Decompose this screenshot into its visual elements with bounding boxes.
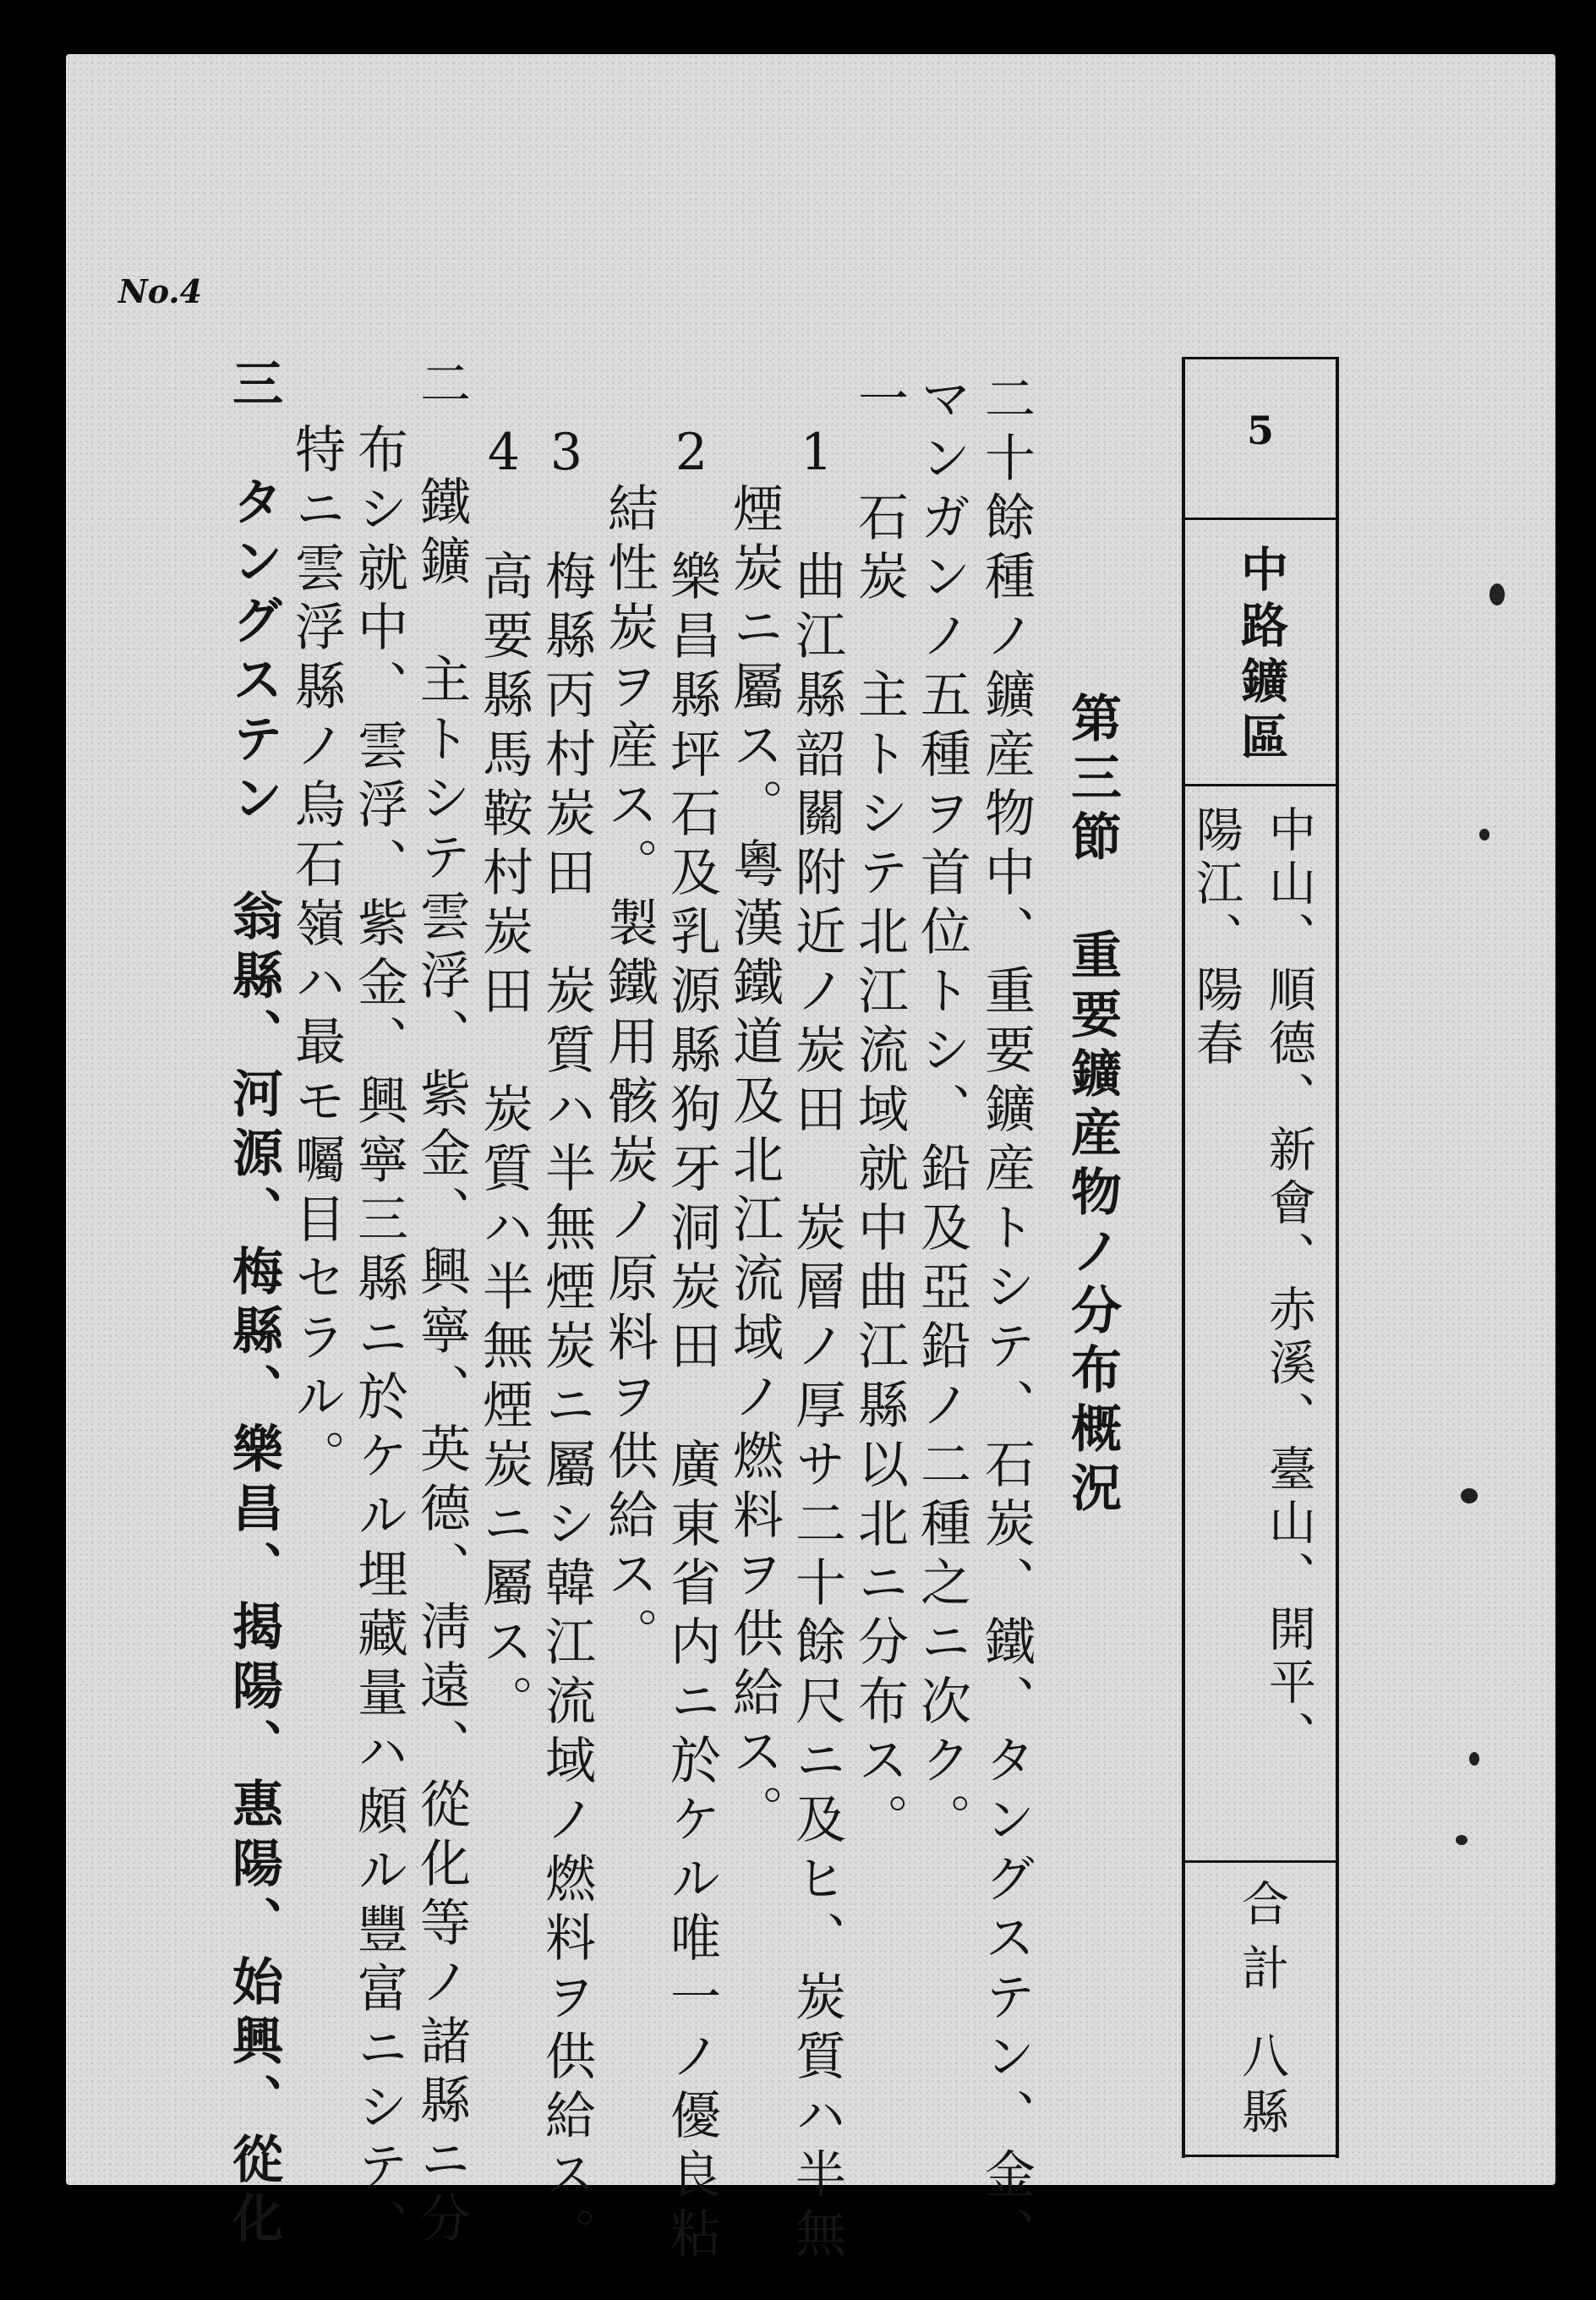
text-column-1: 二十餘種ノ鑛産物中、重要鑛産トシテ、石炭、鐵、タングステン、金、	[976, 372, 1036, 2266]
text-column-8: 3 梅縣丙村炭田 炭質ハ半無煙炭ニ屬シ韓江流域ノ燃料ヲ供給ス。	[537, 423, 596, 2266]
text-column-11: 布シ就中、雲浮、紫金、興寧三縣ニ於ケル埋藏量ハ頗ル豐富ニシテ、	[349, 423, 408, 2258]
text-column-13: 三 タングステン 翁縣、河源、梅縣、樂昌、揭陽、惠陽、始興、從化	[224, 357, 283, 2251]
region-name: 中路鑛區	[1233, 545, 1289, 768]
text-column-7: 結性炭ヲ産ス。製鐵用骸炭ノ原料ヲ供給ス。	[599, 482, 659, 1666]
text-column-6: 2 樂昌縣坪石及乳源縣狗牙洞炭田 廣東省内ニ於ケル唯一ノ優良粘	[662, 423, 721, 2266]
text-column-5: 煙炭ニ屬ス。粵漢鐵道及北江流域ノ燃料ヲ供給ス。	[724, 482, 784, 1843]
box-number: 5	[1246, 408, 1274, 453]
region-box	[1182, 357, 1339, 2158]
scan-speck	[1479, 829, 1489, 841]
total-value: 八縣	[1234, 2031, 1289, 2143]
text-column-9: 4 高要縣馬鞍村炭田 炭質ハ半無煙炭ニ屬ス。	[474, 423, 533, 1733]
text-column-4: 1 曲江縣韶關附近ノ炭田 炭層ノ厚サ二十餘尺ニ及ヒ、炭質ハ半無	[787, 423, 846, 2266]
page-label: No.4	[118, 272, 203, 310]
text-column-3: 一 石炭 主トシテ北江流域就中曲江縣以北ニ分布ス。	[850, 372, 909, 1852]
text-column-2: マンガンノ五種ヲ首位トシ、鉛及亞鉛ノ二種之ニ次ク。	[912, 372, 971, 1852]
text-column-10: 二 鐵鑛 主トシテ雲浮、紫金、興寧、英德、淸遠、從化等ノ諸縣ニ分	[412, 357, 471, 2251]
scan-speck	[1489, 583, 1505, 605]
total-label: 合計	[1234, 1879, 1289, 2007]
text-column-12: 特ニ雲浮縣ノ烏石嶺ハ最モ囑目セラル。	[287, 423, 346, 1488]
box-bottom-rule	[1185, 2155, 1336, 2157]
scan-speck	[1469, 1752, 1479, 1766]
box-rule-3	[1185, 1860, 1336, 1863]
box-top-rule	[1185, 357, 1336, 359]
counties-line-1: 中山、順德、新會、赤溪、臺山、開平、	[1261, 805, 1316, 1764]
box-rule-2	[1185, 784, 1336, 786]
scan-speck	[1456, 1835, 1468, 1845]
box-rule-1	[1185, 518, 1336, 520]
counties-line-2: 陽江、陽春	[1189, 805, 1243, 1071]
section-title: 第三節 重要鑛産物ノ分布概況	[1063, 692, 1122, 1520]
scan-speck	[1461, 1488, 1478, 1503]
